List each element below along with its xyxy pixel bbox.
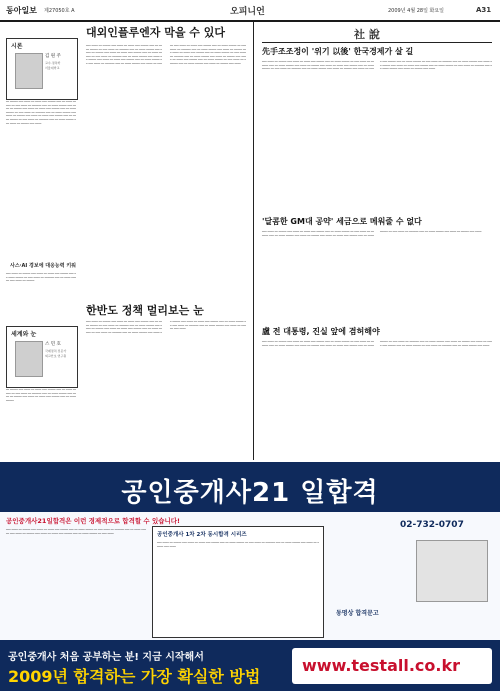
writer2-label: 세계와 눈 (11, 331, 37, 338)
writer2-body: ━━ ━━━━━ ━━━ ━━━━ ━━ ━━━━ ━━━ ━━━━━ ━━━ ━━ ━━━━ ━━━━━ ━━ ━━━ ━━━━ ━━ ━━━━━━ ━━━ ━━ ━━━━ ━━━━━ ━━━ ━━━━ ━━ ━━━━━ ━━━ ━━━━ ━━ ━━━━ ━━━ ━━━━━ ━━━ ━━ ━━━━ ━━━━━ (6, 388, 76, 402)
ad-headline: 공인중개사21 일합격 (121, 478, 379, 508)
column-a-body: ━━━ ━━━━ ━━ ━━━━━ ━━━ ━━━━ ━━ ━━━━ ━━━ ━━━━━ ━━━ ━━ ━━━━ ━━━━━ ━━ ━━━ ━━━━ ━━ ━━━━━━ ━━━ ━━ ━━━━ ━━━━━ ━━━ ━━━━ ━━ ━━━━━ ━━━ ━━━━ ━━ ━━━━ ━━━ ━━━━━ ━━━ ━━ ━━━━ ━━━━━ ━━ ━━━ ━━━━ ━━ ━━━━━━ ━━━ ━━ ━━━━ ━━━━━ ━━━ ━━━━ ━━ ━━━━━ ━━━ ━━━━ ━━ ━━━━ ━━━ ━━━━━ ━━━ ━━ ━━━━ ━━━━━ ━━ ━━━ ━━━━ ━━ ━━━━━━ ━━━ ━━ ━━━━ ━━━━━ ━━━ ━━━━ ━━ ━━━━━ ━━━ ━━━━ ━━ ━━━━ ━━━ ━━━━━ ━━━ ━━ ━━━━ ━━━━━ ━━ ━━━ ━━━━ ━━ ━━━━━━ ━━━ ━━ ━━━━ ━━━━━ ━━━ ━━━━ ━━ ━━━━━ ━━━ ━━━━ ━━ ━━━━ ━━━ ━━━━━ ━━━ ━━ ━━━━ ━━━━━ ━━ ━━━ ━━━━ ━━ ━━━━━━ ━━━ ━━ ━━━━ ━━━━━ ━━━ ━━━━ ━━ ━━━━━ ━━━ ━━━━ ━━ ━━━━ ━━━ ━━━━━ ━━━ ━━ ━━━━ ━━━━━ ━━ ━━━ ━━━━ ━━ ━━━━━━ ━━━ ━━ ━━━━ ━━━━━ ━━━ ━━━━ ━━ ━━━━━ ━━━ ━━━━ (86, 44, 246, 65)
writer2-portrait (15, 341, 43, 377)
column-b-title: 한반도 정책 멀리보는 눈 (86, 304, 204, 317)
ad-url-box[interactable] (292, 648, 492, 684)
ad-publisher: 동명상 합격문고 (336, 610, 379, 617)
editorial-title-2: '달콤한 GM대 공약' 세금으로 메워줄 수 없다 (262, 217, 422, 226)
writer1-portrait (15, 53, 43, 89)
editorial-title-1: 先手조조정이 '위기 以後' 한국경제가 살 길 (262, 47, 414, 56)
ad-url[interactable]: www.testall.co.kr (302, 656, 460, 675)
ad-right-panel (330, 518, 494, 636)
editorial-body-3: ━━━ ━━━━ ━━ ━━━━━ ━━━ ━━━━ ━━ ━━━━ ━━━ ━━━━━ ━━━ ━━ ━━━━ ━━━━━ ━━ ━━━ ━━━━ ━━ ━━━━━━ ━━━ ━━ ━━━━ ━━━━━ ━━━ ━━━━ ━━ ━━━━━ ━━━ ━━━━ ━━ ━━━━ ━━━ ━━━━━ ━━━ ━━ ━━━━ ━━━━━ ━━ ━━━ ━━━━ ━━ ━━━━━━ ━━━ ━━ ━━━━ ━━━━━ ━━━ ━━━━ ━━ ━━━━━ ━━━ ━━━━ ━━ ━━━━ ━━━ ━━━━━ ━━━ ━━ ━━━━ ━━━━━ ━━ ━━━ ━━━━ ━━ ━━━━━━ ━━━ ━━ ━━━━ ━━━━━ ━━━ ━━━━ (262, 340, 492, 347)
ad-bottom-line2: 2009년 합격하는 가장 확실한 방법 (8, 667, 261, 686)
page-header (0, 0, 500, 22)
section-title: 오피니언 (230, 7, 265, 17)
issue-date: 2009년 4월 28일 화요일 (388, 8, 445, 14)
ad-mid-body: ━━━ ━━━━ ━━ ━━━━━ ━━━ ━━━━ ━━ ━━━━ ━━━ ━━━━━ ━━━ ━━ ━━━━ ━━━━━ ━━ ━━━ ━━━━ ━━ ━━━━━━ ━━━ ━━ ━━━━ ━━━━━ ━━━ ━━━━ ━━ ━━━━━ ━━━ ━━━━ (157, 541, 319, 548)
writer2-sub2: 외교안보 연구원 (45, 354, 67, 358)
ad-bottom-line1: 공인중개사 처음 공부하는 분! 지금 시작해서 (8, 652, 204, 663)
writer1-sub1: 교수·정치학 (45, 61, 61, 65)
sidebar-headline: 사스·AI 경보에 대응능력 키워 (10, 263, 76, 269)
ad-body-left: ━━━ ━━━━ ━━ ━━━━━ ━━━ ━━━━ ━━ ━━━━ ━━━ ━━━━━ ━━━ ━━ ━━━━ ━━━━━ ━━ ━━━ ━━━━ ━━ ━━━━━━ ━━━ ━━ ━━━━ ━━━━━ ━━━ ━━━━ ━━ ━━━━━ ━━━ ━━━━ ━━ ━━━━ ━━━ ━━━━━ ━━━ ━━ ━━━━ ━━━━━ ━━ ━━━ ━━━━ (6, 528, 146, 535)
editorial-body-2: ━━━ ━━━━ ━━ ━━━━━ ━━━ ━━━━ ━━ ━━━━ ━━━ ━━━━━ ━━━ ━━ ━━━━ ━━━━━ ━━ ━━━ ━━━━ ━━ ━━━━━━ ━━━ ━━ ━━━━ ━━━━━ ━━━ ━━━━ ━━ ━━━━━ ━━━ ━━━━ ━━ ━━━━ ━━━ ━━━━━ ━━━ ━━ ━━━━ ━━━━━ ━━ ━━━ ━━━━ ━━ ━━━━━━ ━━━ ━━ ━━━━ ━━━━━ ━━━ ━━━━ ━━ ━━━━━ ━━━ ━━━━ (262, 230, 482, 237)
writer1-label: 시론 (11, 43, 23, 50)
ad-body (0, 512, 500, 640)
editorial-banner (262, 24, 492, 43)
ad-subheadline: 공인중개사21일합격은 이런 경제적으로 합격할 수 있습니다! (6, 517, 181, 525)
writer2-box (6, 326, 78, 388)
writer1-name: 김 원 주 (45, 54, 61, 59)
page-number: A31 (476, 6, 492, 14)
issue-number: 제27050호 A (44, 8, 75, 14)
ad-headline-band (0, 462, 500, 512)
writer2-name: 스 민 호 (45, 342, 61, 347)
writer2-sub1: 국제정치 전문가 (45, 349, 67, 353)
column-divider (253, 22, 254, 460)
ad-bottom-band (0, 640, 500, 691)
newspaper-logo: 동아일보 (6, 5, 37, 15)
writer1-body: ━━ ━━━━━ ━━━ ━━━━ ━━ ━━━━ ━━━ ━━━━━ ━━━ ━━ ━━━━ ━━━━━ ━━ ━━━ ━━━━ ━━ ━━━━━━ ━━━ ━━ ━━━━ ━━━━━ ━━━ ━━━━ ━━ ━━━━━ ━━━ ━━━━ ━━ ━━━━ ━━━ ━━━━━ ━━━ ━━ ━━━━ ━━━━━ ━━ ━━━ ━━━━ ━━ ━━━━━━ ━━━ ━━ ━━━━ ━━━━━ ━━━ ━━━━ ━━ ━━━━━ ━━━ ━━━━ ━━ ━━━━ ━━━ ━━━━━ ━━━ ━━ ━━━━ ━━━━━ ━━ ━━━ ━━━━ ━━ ━━━━━━ ━━━ ━━ ━━━━ ━━━━━ ━━━ ━━━━ ━━ ━━━━━ ━━━ ━━━━ (6, 100, 76, 125)
sidebar-body: ━━━ ━━━━ ━━ ━━━━━ ━━━ ━━━━ ━━ ━━━━ ━━━ ━━━━━ ━━━ ━━ ━━━━ ━━━━━ ━━ ━━━ ━━━━ ━━ ━━━━━━ ━━━ ━━ ━━━━ ━━━━━ ━━━ ━━━━ ━━ ━━━━━ (6, 272, 76, 283)
ad-mid-title: 공인중개사 1차 2차 동시합격 시리즈 (157, 532, 247, 538)
ad-mid-box (152, 526, 324, 638)
editorial-body-1: ━━━ ━━━━ ━━ ━━━━━ ━━━ ━━━━ ━━ ━━━━ ━━━ ━━━━━ ━━━ ━━ ━━━━ ━━━━━ ━━ ━━━ ━━━━ ━━ ━━━━━━ ━━━ ━━ ━━━━ ━━━━━ ━━━ ━━━━ ━━ ━━━━━ ━━━ ━━━━ ━━ ━━━━ ━━━ ━━━━━ ━━━ ━━ ━━━━ ━━━━━ ━━ ━━━ ━━━━ ━━ ━━━━━━ ━━━ ━━ ━━━━ ━━━━━ ━━━ ━━━━ ━━ ━━━━━ ━━━ ━━━━ ━━ ━━━━ ━━━ ━━━━━ ━━━ ━━ ━━━━ ━━━━━ ━━ ━━━ ━━━━ ━━ ━━━━━━ ━━━ ━━ ━━━━ ━━━━━ ━━━ ━━━━ ━━ ━━━━━ ━━━ ━━━━ ━━ ━━━━ ━━━ ━━━━━ ━━━ ━━ ━━━━ ━━━━━ ━━ ━━━ ━━━━ ━━ ━━━━━━ ━━━ ━━ ━━━━ ━━━━━ ━━━ ━━━━ ━━ ━━━━━ ━━━ ━━━━ (262, 60, 492, 71)
writer1-sub2: 서울대학교 (45, 66, 60, 70)
editorial-title-3: 盧 전 대통령, 진실 앞에 겸허해야 (262, 327, 380, 336)
book-cover-image (416, 540, 488, 602)
writer1-box (6, 38, 78, 100)
ad-phone: 02-732-0707 (400, 520, 464, 530)
column-b-body: ━━━ ━━━━ ━━ ━━━━━ ━━━ ━━━━ ━━ ━━━━ ━━━ ━━━━━ ━━━ ━━ ━━━━ ━━━━━ ━━ ━━━ ━━━━ ━━ ━━━━━━ ━━━ ━━ ━━━━ ━━━━━ ━━━ ━━━━ ━━ ━━━━━ ━━━ ━━━━ ━━ ━━━━ ━━━ ━━━━━ ━━━ ━━ ━━━━ ━━━━━ ━━ ━━━ ━━━━ ━━ ━━━━━━ ━━━ ━━ ━━━━ ━━━━━ ━━━ ━━━━ ━━ ━━━━━ ━━━ ━━━━ ━━ ━━━━ ━━━ ━━━━━ ━━━ ━━ ━━━━ ━━━━━ ━━ ━━━ ━━━━ ━━ ━━━━━━ ━━━ ━━ ━━━━ ━━━━━ ━━━ ━━━━ ━━ ━━━━━ ━━━ ━━━━ (86, 320, 246, 334)
editorial-label: 社 說 (354, 28, 380, 41)
column-a-title: 대외인플루엔자 막을 수 있다 (86, 26, 225, 39)
